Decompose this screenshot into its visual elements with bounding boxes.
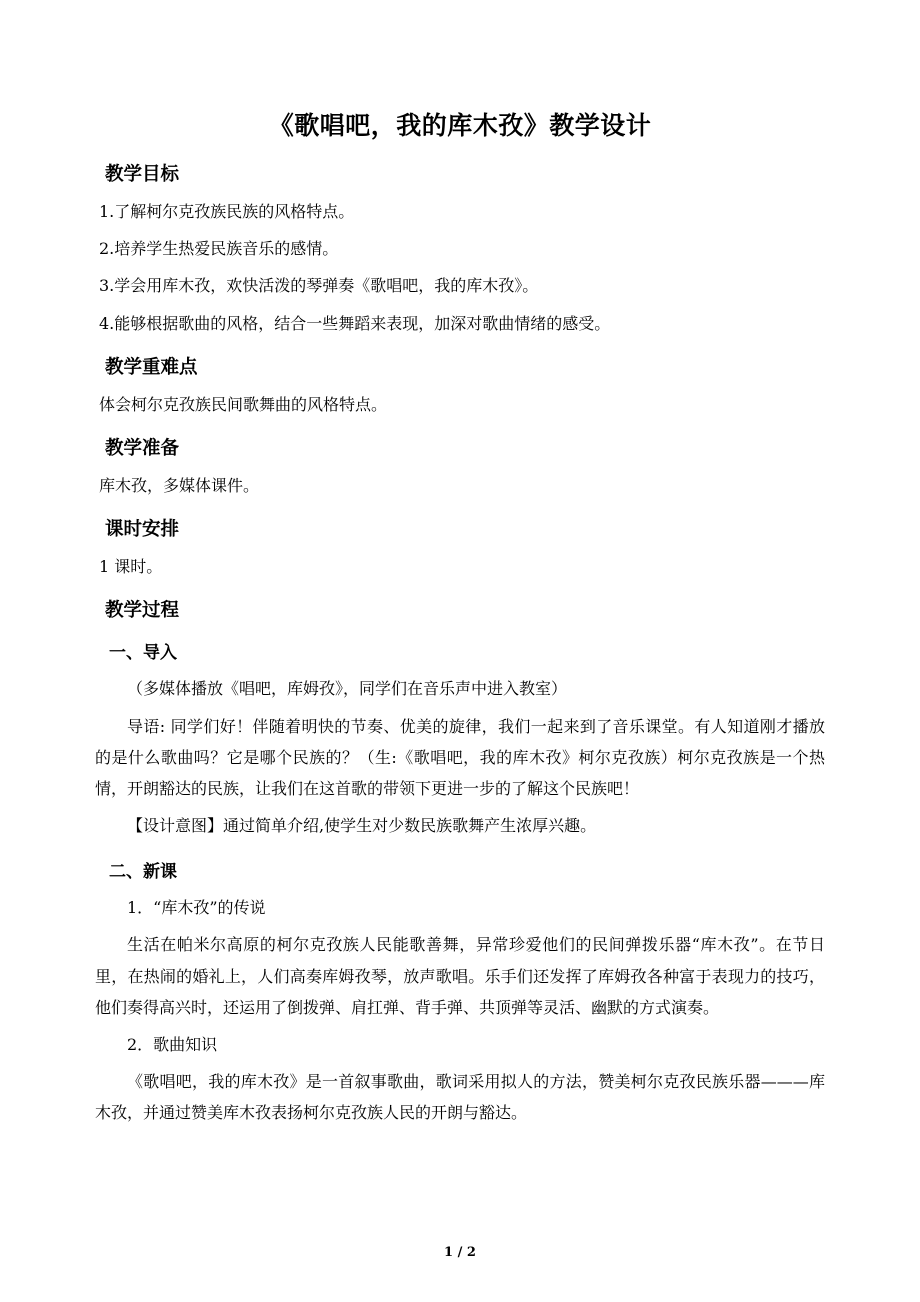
objective-item: 4.能够根据歌曲的风格，结合一些舞蹈来表现，加深对歌曲情绪的感受。 [99,313,611,333]
heading-schedule: 课时安排 [105,519,180,541]
heading-preparation: 教学准备 [105,437,180,459]
page-title: 《歌唱吧，我的库木孜》教学设计 [268,111,652,140]
subheading-song-knowledge: 2．歌曲知识 [127,1035,218,1054]
part-one-design-intent: 【设计意图】通过简单介绍,使学生对少数民族歌舞产生浓厚兴趣。 [127,816,597,836]
part-one-text: 导语: 同学们好！伴随着明快的节奏、优美的旋律，我们一起来到了音乐课堂。有人知道刚才播放的是什么歌曲吗？它是哪个民族的？（生:《歌唱吧，我的库木孜》柯尔克孜族）柯尔克孜族是一个热情，开朗豁达的民族，让我们在这首歌的带领下更进一步的了解这个民族吧！ [95,716,825,798]
kumuzi-legend-text: 生活在帕米尔高原的柯尔克孜族人民能歌善舞，异常珍爱他们的民间弹拨乐器“库木孜”。在节日里，在热闹的婚礼上，人们高奏库姆孜琴，放声歌唱。乐手们还发挥了库姆孜各种富于表现力的技巧，他们奏得高兴时，还运用了倒拨弹、肩扛弹、背手弹、共顶弹等灵活、幽默的方式演奏。 [95,935,825,1017]
heading-part-two-new-lesson: 二、新课 [109,862,177,883]
subheading-kumuzi-legend: 1．“库木孜”的传说 [127,898,266,918]
key-points-text: 体会柯尔克孜族民间歌舞曲的风格特点。 [99,394,388,414]
objective-item: 3.学会用库木孜，欢快活泼的琴弹奏《歌唱吧，我的库木孜》。 [99,276,539,296]
preparation-text: 库木孜，多媒体课件。 [99,475,260,495]
objective-item: 1.了解柯尔克孜族民族的风格特点。 [99,202,355,221]
schedule-text: 1 课时。 [99,557,163,577]
heading-key-points: 教学重难点 [105,356,198,378]
heading-teaching-objectives: 教学目标 [105,164,180,185]
page-number: 1 / 2 [444,1245,476,1260]
objective-item: 2.培养学生热爱民族音乐的感情。 [99,239,339,259]
part-one-note: （多媒体播放《唱吧，库姆孜》，同学们在音乐声中进入教室） [127,679,568,699]
song-knowledge-text: 《歌唱吧，我的库木孜》是一首叙事歌曲，歌词采用拟人的方法，赞美柯尔克孜民族乐器———库木孜，并通过赞美库木孜表扬柯尔克孜族人民的开朗与豁达。 [95,1072,825,1123]
heading-teaching-process: 教学过程 [105,600,180,622]
heading-part-one-intro: 一、导入 [109,643,177,664]
